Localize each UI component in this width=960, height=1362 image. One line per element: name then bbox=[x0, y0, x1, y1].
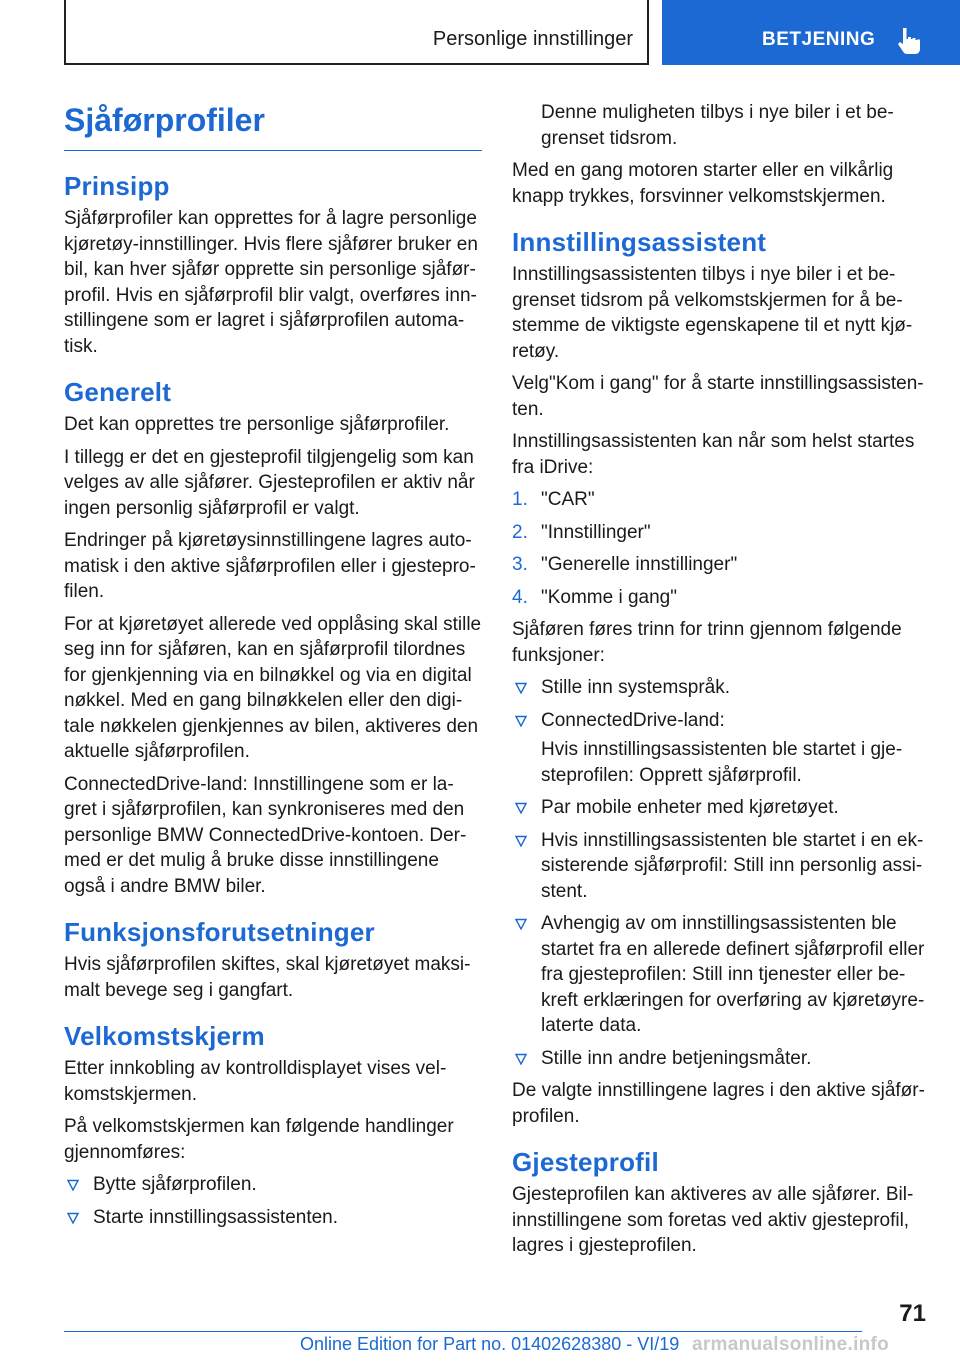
triangle-bullet-icon bbox=[515, 682, 527, 694]
section-title: Personlige innstillinger bbox=[432, 28, 633, 50]
step-text: "Generelle innstillinger" bbox=[541, 554, 738, 575]
paragraph: Innstillingsassistenten tilbys i nye biler i et be-grenset tidsrom på velkomstskjermen for å be-stemme de viktigste egenskapene til et nytt kjø-retøy. bbox=[512, 264, 913, 362]
footer-divider bbox=[64, 1331, 862, 1332]
paragraph: Velg"Kom i gang" for å starte innstillingsassisten-ten. bbox=[512, 373, 924, 420]
bullet-list bbox=[512, 675, 927, 1071]
list-item bbox=[512, 585, 927, 611]
footer-edition: Online Edition for Part no. 01402628380 - VI/19 bbox=[300, 1334, 680, 1354]
list-item bbox=[512, 828, 927, 905]
triangle-bullet-icon bbox=[67, 1179, 79, 1191]
list-item bbox=[512, 520, 927, 546]
paragraph: Gjesteprofilen kan aktiveres av alle sjåfører. Bil-innstillingene som foretas ved aktiv gjesteprofil, lagres i gjesteprofilen. bbox=[512, 1184, 914, 1256]
list-item bbox=[512, 552, 927, 578]
page-title: Sjåførprofiler bbox=[64, 100, 482, 151]
paragraph: På velkomstskjermen kan følgende handlinger gjennomføres: bbox=[64, 1116, 454, 1163]
list-item bbox=[512, 487, 927, 513]
paragraph: Sjåførprofiler kan opprettes for å lagre personlige kjøretøy-innstillinger. Hvis flere sjåfører bruker en bil, kan hver sjåfør opprette sin personlige sjåfør-profil. Hvis en sjåførprofil blir valgt, overføres inn-stillingene som er lagret i sjåførprofilen automa-tisk. bbox=[64, 208, 478, 357]
list-item bbox=[512, 911, 927, 1039]
paragraph: For at kjøretøyet allerede ved opplåsing skal stille seg inn for sjåføren, kan en sjåførprofil tilordnes for gjenkjenning via en bilnøkkel og via en digital nøkkel. Med en gang bilnøkkelen eller den digi-tale nøkkelen gjenkjennes av bilen, aktiveres den aktuelle sjåførprofilen. bbox=[64, 613, 482, 762]
left-column bbox=[64, 100, 482, 1237]
header-box bbox=[64, 0, 649, 65]
list-item bbox=[512, 708, 927, 789]
paragraph-continued: Denne muligheten tilbys i nye biler i et be-grenset tidsrom. bbox=[541, 102, 894, 149]
list-item-text: Starte innstillingsassistenten. bbox=[93, 1206, 339, 1228]
list-item-text: Bytte sjåførprofilen. bbox=[93, 1174, 257, 1195]
step-number: 3. bbox=[512, 554, 528, 575]
paragraph: Endringer på kjøretøysinnstillingene lagres auto-matisk i den aktive sjåførprofilen eller i gjestepro-filen. bbox=[64, 530, 476, 602]
list-item-text: ConnectedDrive-land: bbox=[541, 709, 725, 731]
triangle-bullet-icon bbox=[515, 1053, 527, 1065]
list-item-text: Avhengig av om innstillingsassistenten ble startet fra en allerede definert sjåførprofil eller fra gjesteprofilen: Still inn tjenester eller be-kreft erklæringen for overføring av kjøretøyre-laterte data. bbox=[541, 913, 925, 1036]
heading-innstillingsassistent: Innstillingsassistent bbox=[512, 227, 767, 257]
step-number: 1. bbox=[512, 489, 528, 510]
triangle-bullet-icon bbox=[515, 802, 527, 814]
heading-generelt: Generelt bbox=[64, 377, 172, 407]
heading-gjesteprofil: Gjesteprofil bbox=[512, 1147, 659, 1177]
list-item-text: Par mobile enheter med kjøretøyet. bbox=[541, 797, 839, 818]
step-text: "Komme i gang" bbox=[541, 586, 677, 608]
list-item bbox=[64, 1172, 482, 1198]
paragraph: Det kan opprettes tre personlige sjåførprofiler. bbox=[64, 414, 450, 435]
paragraph: Innstillingsassistenten kan når som helst startes fra iDrive: bbox=[512, 431, 915, 478]
bullet-list bbox=[64, 1172, 482, 1230]
triangle-bullet-icon bbox=[67, 1212, 79, 1224]
list-item-subtext: Hvis innstillingsassistenten ble startet i gje-steprofilen: Opprett sjåførprofil. bbox=[541, 739, 903, 786]
list-item-text: Stille inn systemspråk. bbox=[541, 677, 731, 698]
list-item bbox=[64, 1205, 482, 1231]
chapter-tab-label: BETJENING bbox=[762, 29, 876, 50]
paragraph: ConnectedDrive-land: Innstillingene som er la-gret i sjåførprofilen, kan synkroniseres med den personlige BMW ConnectedDrive-kontoen. Der-med er det mulig å bruke disse innstillingene også i andre BMW biler. bbox=[64, 773, 467, 897]
paragraph: Sjåføren føres trinn for trinn gjennom følgende funksjoner: bbox=[512, 619, 902, 666]
paragraph: Etter innkobling av kontrolldisplayet vises vel-komstskjermen. bbox=[64, 1058, 447, 1105]
step-text: "Innstillinger" bbox=[541, 521, 651, 543]
chapter-tab[interactable] bbox=[662, 0, 960, 65]
step-number: 2. bbox=[512, 521, 528, 543]
list-item bbox=[512, 675, 927, 701]
list-item bbox=[512, 795, 927, 821]
heading-velkomstskjerm: Velkomstskjerm bbox=[64, 1021, 265, 1051]
heading-funksjonsforutsetninger: Funksjonsforutsetninger bbox=[64, 917, 375, 947]
triangle-bullet-icon bbox=[515, 715, 527, 727]
list-item-text: Hvis innstillingsassistenten ble startet i en ek-sisterende sjåførprofil: Still inn personlig assi-stent. bbox=[541, 829, 924, 902]
list-item-text: Stille inn andre betjeningsmåter. bbox=[541, 1047, 812, 1069]
right-column bbox=[512, 100, 927, 1266]
list-item bbox=[512, 1046, 927, 1072]
paragraph: Hvis sjåførprofilen skiftes, skal kjøretøyet maksi-malt bevege seg i gangfart. bbox=[64, 954, 471, 1001]
paragraph: Med en gang motoren starter eller en vilkårlig knapp trykkes, forsvinner velkomstskjermen. bbox=[512, 160, 894, 207]
step-number: 4. bbox=[512, 586, 528, 608]
paragraph: De valgte innstillingene lagres i den aktive sjåfør-profilen. bbox=[512, 1080, 925, 1127]
triangle-bullet-icon bbox=[515, 918, 527, 930]
hand-pointer-icon bbox=[894, 26, 924, 56]
watermark: armanualsonline.info bbox=[692, 1334, 890, 1355]
page-number: 71 bbox=[899, 1300, 926, 1327]
heading-prinsipp: Prinsipp bbox=[64, 171, 170, 201]
numbered-list bbox=[512, 487, 927, 610]
paragraph: I tillegg er det en gjesteprofil tilgjengelig som kan velges av alle sjåfører. Gjesteprofilen er aktiv når ingen personlig sjåførprofil er valgt. bbox=[64, 446, 475, 519]
step-text: "CAR" bbox=[541, 489, 595, 510]
triangle-bullet-icon bbox=[515, 835, 527, 847]
